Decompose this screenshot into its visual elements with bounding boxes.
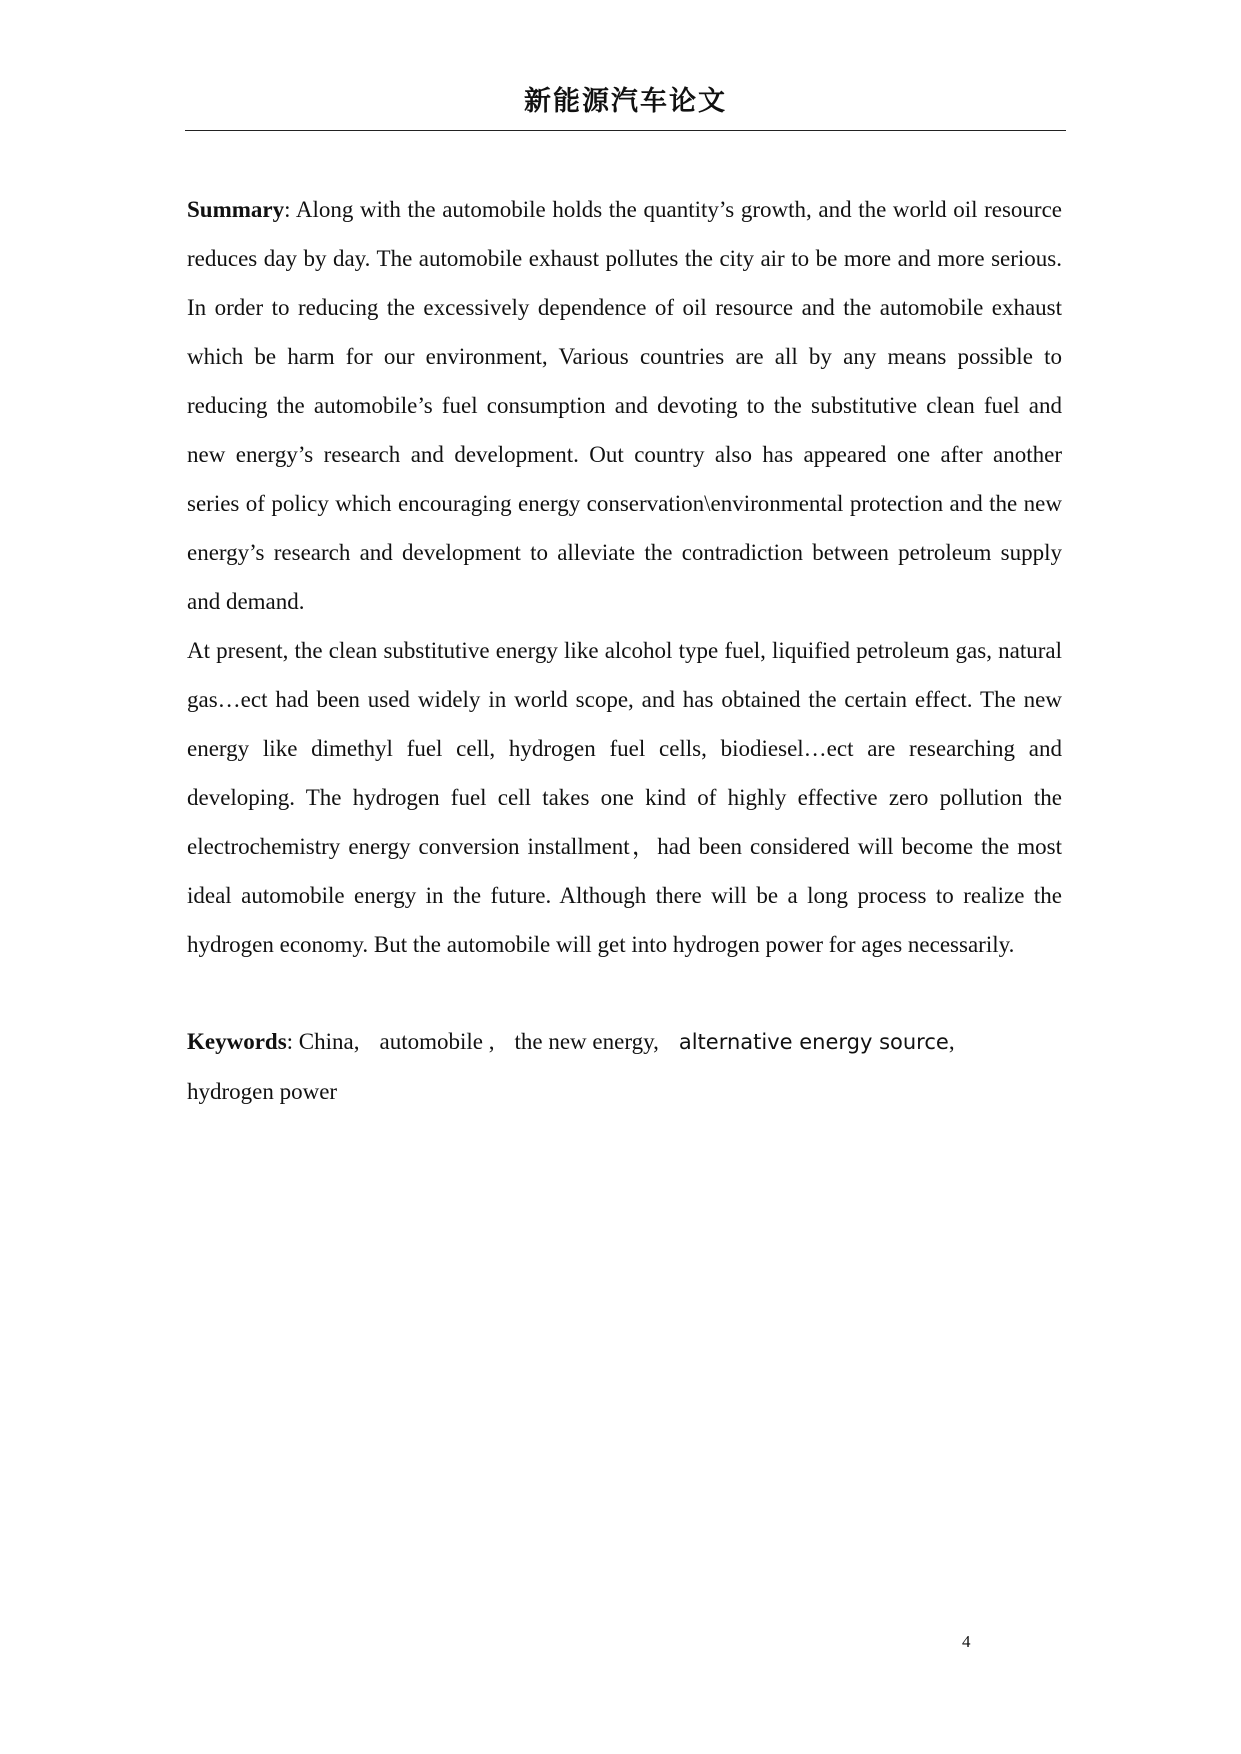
summary-label: Summary — [187, 197, 285, 222]
keyword-item: the new energy, — [514, 1029, 659, 1054]
header-title: 新能源汽车论文 — [524, 86, 727, 117]
page-number: 4 — [962, 1632, 971, 1651]
keyword-item: automobile , — [379, 1029, 495, 1054]
abstract-section — [187, 185, 1062, 1116]
keywords-label: Keywords — [187, 1029, 287, 1054]
summary-paragraph-2: At present, the clean substitutive energy like alcohol type fuel, liquified petroleum gas, natural gas…ect had been used widely in world scope, and has obtained the certain effect. The new energy like dimethyl fuel cell, hydrogen fuel cells, biodiesel…ect are researching and developing. The hydrogen fuel cell takes one kind of highly effective zero pollution the electrochemistry energy conversion installment，had been considered will become the most ideal automobile energy in the future. Although there will be a long process to realize the hydrogen economy. But the automobile will get into hydrogen power for ages necessarily. — [187, 638, 1062, 957]
keyword-item: hydrogen power — [187, 1079, 338, 1104]
keyword-separator: , — [948, 1029, 955, 1054]
keywords-paragraph — [187, 1017, 1062, 1116]
keyword-item: alternative energy source — [678, 1030, 949, 1054]
summary-text: : Along with the automobile holds the quantity’s growth, and the world oil resource reduces day by day. The automobile exhaust pollutes the city air to be more and more serious. In order to reducing the excessively dependence of oil resource and the automobile exhaust which be harm for our environment, Various countries are all by any means possible to reducing the automobile’s fuel consumption and devoting to the substitutive clean fuel and new energy’s research and development. Out country also has appeared one after another series of policy which encouraging energy conservation\environmental protection and the new energy’s research and development to alleviate the contradiction between petroleum supply and demand. — [187, 197, 1062, 614]
summary-paragraph — [187, 185, 1062, 626]
page-header — [185, 84, 1066, 131]
keyword-item: : China, — [286, 1029, 360, 1054]
